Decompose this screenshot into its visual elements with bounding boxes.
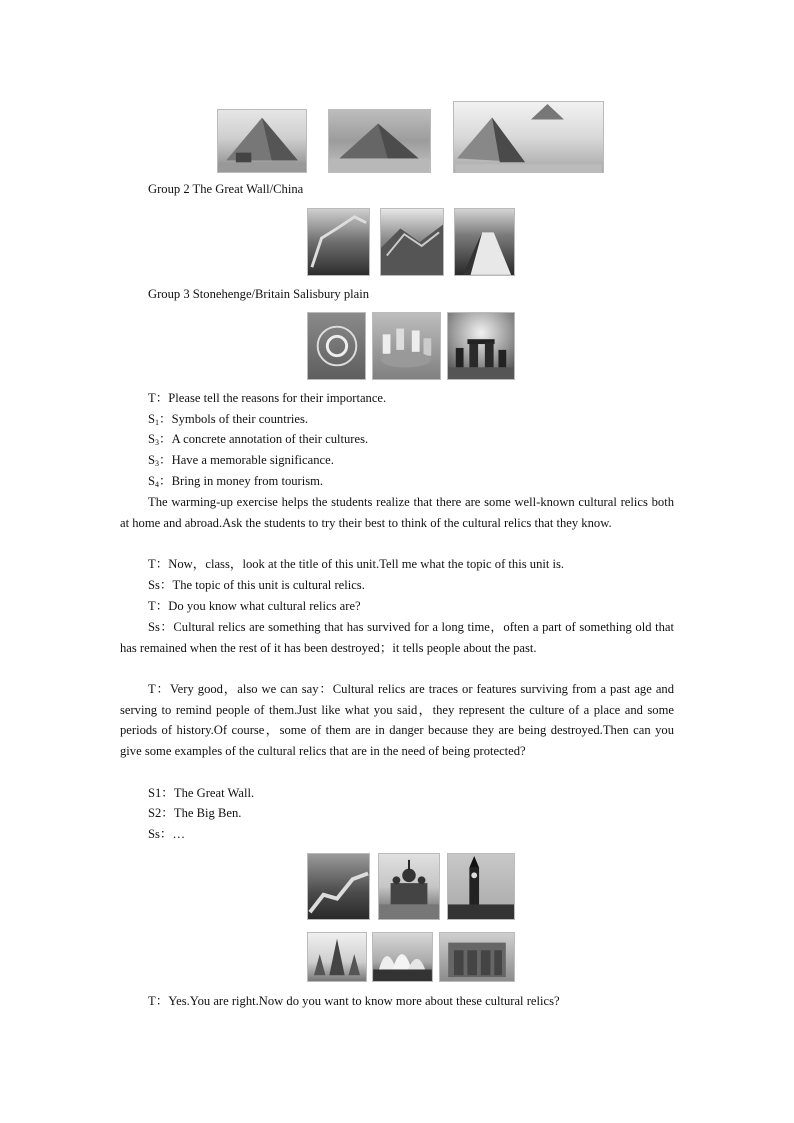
great-wall-photo-3 [454, 208, 515, 276]
opera-house-photo [372, 932, 433, 982]
speaker-subscript: 4 [155, 480, 160, 489]
dialogue-text: ：Please tell the reasons for their importance. [155, 391, 387, 405]
temple-photo [307, 932, 367, 982]
speaker-subscript: 1 [155, 418, 160, 427]
dialogue-line-ss-etc: Ss：… [148, 827, 186, 841]
pyramid-desert-photo [328, 109, 431, 173]
teacher-explanation-paragraph: T：Very good，also we can say：Cultural relics are traces or features surviving from a past age and serving to remind people of them.Just like what you said，they represent the culture of a place and some periods of history.Of course，some of them are in danger because they are being destroyed.Then can you give some examples of the cultural relics that are in the need of being protected? [120, 682, 674, 758]
dialogue-text: ：Have a memorable significance. [159, 453, 334, 467]
dialogue-line-s2-ben: S2：The Big Ben. [148, 806, 242, 820]
cathedral-photo [378, 853, 440, 920]
speaker-label: S [148, 432, 156, 446]
great-wall-photo-2 [380, 208, 444, 276]
final-dialogue-line: T：Yes.You are right.Now do you want to know more about these cultural relics? [148, 994, 560, 1008]
stonehenge-photo [447, 312, 515, 380]
dialogue-line-t-question: T：Do you know what cultural relics are? [148, 599, 361, 613]
dialogue-text: ：Bring in money from tourism. [159, 474, 324, 488]
warming-up-paragraph: The warming-up exercise helps the students realize that there are some well-known cultural relics both at home and abroad.Ask the students to try their best to think of the cultural relics that they know. [120, 495, 674, 530]
definition-paragraph: Ss：Cultural relics are something that has survived for a long time，often a part of something old that has remained when the rest of it has been destroyed；it tells people about the past. [120, 620, 674, 655]
speaker-label: T [148, 391, 156, 405]
great-wall-photo-1 [307, 208, 370, 276]
great-wall-photo [307, 853, 370, 920]
dialogue-line-ss-topic: Ss：The topic of this unit is cultural relics. [148, 578, 365, 592]
dialogue-line-t-topic: T：Now，class，look at the title of this unit.Tell me what the topic of this unit is. [148, 557, 565, 571]
dialogue-line-t-reasons [148, 388, 386, 409]
stonehenge-aerial-photo [307, 312, 366, 380]
pyramid-aerial-photo [453, 101, 604, 173]
speaker-subscript: 3 [155, 459, 160, 468]
speaker-label: S [148, 412, 156, 426]
speaker-subscript: 3 [155, 438, 160, 447]
abu-simbel-photo [439, 932, 515, 982]
dialogue-text: ：Symbols of their countries. [159, 412, 309, 426]
speaker-label: S [148, 474, 156, 488]
group-3-caption: Group 3 Stonehenge/Britain Salisbury plain [148, 287, 370, 301]
group-2-caption: Group 2 The Great Wall/China [148, 182, 304, 196]
dialogue-text: ：A concrete annotation of their cultures. [159, 432, 369, 446]
stonehenge-model-photo [372, 312, 441, 380]
pyramid-sphinx-photo [217, 109, 307, 173]
speaker-label: S [148, 453, 156, 467]
big-ben-photo [447, 853, 515, 920]
dialogue-line-s1-wall: S1：The Great Wall. [148, 786, 255, 800]
